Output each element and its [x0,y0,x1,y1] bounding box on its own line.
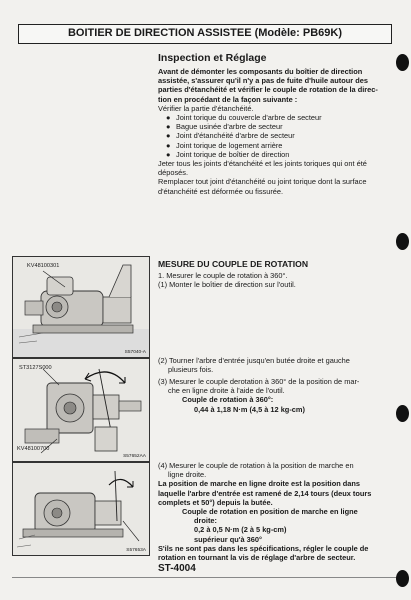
tool-label-bottom: KV48100700 [17,446,50,452]
binder-hole-2 [396,233,409,250]
intro-line: Avant de démonter les composants du boîtier de direction [158,67,363,76]
bullet-icon: ● [166,122,171,132]
sector-shaft-adjust-illustration [13,463,149,555]
inspection-title: Inspection et Réglage [158,52,267,64]
spec2-value: 0,2 à 0,5 N·m (2 à 5 kg-cm) [194,525,287,535]
list-item: ● Bague usinée d'arbre de secteur [158,122,390,131]
torque-title: MESURE DU COUPLE DE ROTATION [158,259,309,269]
list-item: ● Joint torique de boîtier de direction [158,150,390,159]
list-item: ● Joint torique de logement arrière [158,141,390,150]
figure-3 [12,462,150,556]
bullet-icon: ● [166,113,171,123]
page-header: BOITIER DE DIRECTION ASSISTEE (Modèle: PB69K) [18,24,392,44]
binder-hole-3 [396,405,409,422]
bullet-icon: ● [166,149,171,159]
after-line: Jeter tous les joints d'étanchéité et les joints toriques qui ont été [158,159,367,169]
step-1: 1. Mesurer le couple de rotation à 360°. (1) Monter le boîtier de direction sur l'outil. [158,271,296,290]
binder-hole-1 [396,54,409,71]
page-number: ST-4004 [158,563,196,574]
figure-code: S57040-A [124,350,146,355]
step-4: (4) Mesurer le couple de rotation à la position de marche en ligne droite. La position de marche en ligne droite est la position dans laquelle l'arbre d'entrée est ramené de 2,14 tours (deux tours complets et 50°) depuis la butée. Couple de rotation en position de marche en ligne droite: 0,2 à 0,5 N·m (2 à 5 kg-cm) supérieur qu'à 360° S'ils ne sont pas dans les spécifications, régler le couple de rotation en tournant la vis de réglage d'arbre de secteur. [158,461,390,562]
inspection-body [158,67,390,196]
spec1-label: Couple de rotation à 360°: [182,395,274,405]
check-line: Vérifier la partie d'étanchéité. [158,103,254,113]
list-item: ● Joint d'étanchéité d'arbre de secteur [158,131,390,140]
after-line: d'étanchéité est déformée ou fissurée. [158,186,284,196]
list-item: ● Joint torique du couvercle d'arbre de secteur [158,113,390,122]
bullet-icon: ● [166,131,171,141]
figure-code: S57652AA [123,454,146,459]
footer-rule [12,577,396,578]
figure-2 [12,358,150,462]
figure-code: S57653A [126,548,146,553]
spec2-label: Couple de rotation en position de marche en ligne [182,507,358,517]
intro-line: tion en procédant de la façon suivante : [158,94,298,104]
after-line: déposés. [158,168,188,178]
spec1-value: 0,44 à 1,18 N·m (4,5 à 12 kg-cm) [194,404,305,414]
figure-1 [12,256,150,358]
intro-line: assistée, s'assurer qu'il n'y a pas de fuite d'huile autour des [158,76,368,86]
spec2-extra: supérieur qu'à 360° [194,534,262,544]
intro-line: parties d'étanchéité et vérifier le couple de rotation de la direc- [158,85,378,95]
after-line: Remplacer tout joint d'étanchéité ou joint torique dont la surface [158,177,367,187]
tool-label-top: ST3127S000 [19,365,52,371]
steering-box-on-tool-illustration [13,257,149,357]
step-3: (3) Mesurer le couple derotation à 360° de la position de mar- che en ligne droite à l'aide de l'outil. Couple de rotation à 360°: 0,44 à 1,18 N·m (4,5 à 12 kg-cm) [158,377,390,414]
step-2: (2) Tourner l'arbre d'entrée jusqu'en butée droite et gauche plusieurs fois. [158,356,350,375]
tool-label: KV48100301 [27,263,60,269]
bullet-icon: ● [166,140,171,150]
binder-hole-4 [396,570,409,587]
